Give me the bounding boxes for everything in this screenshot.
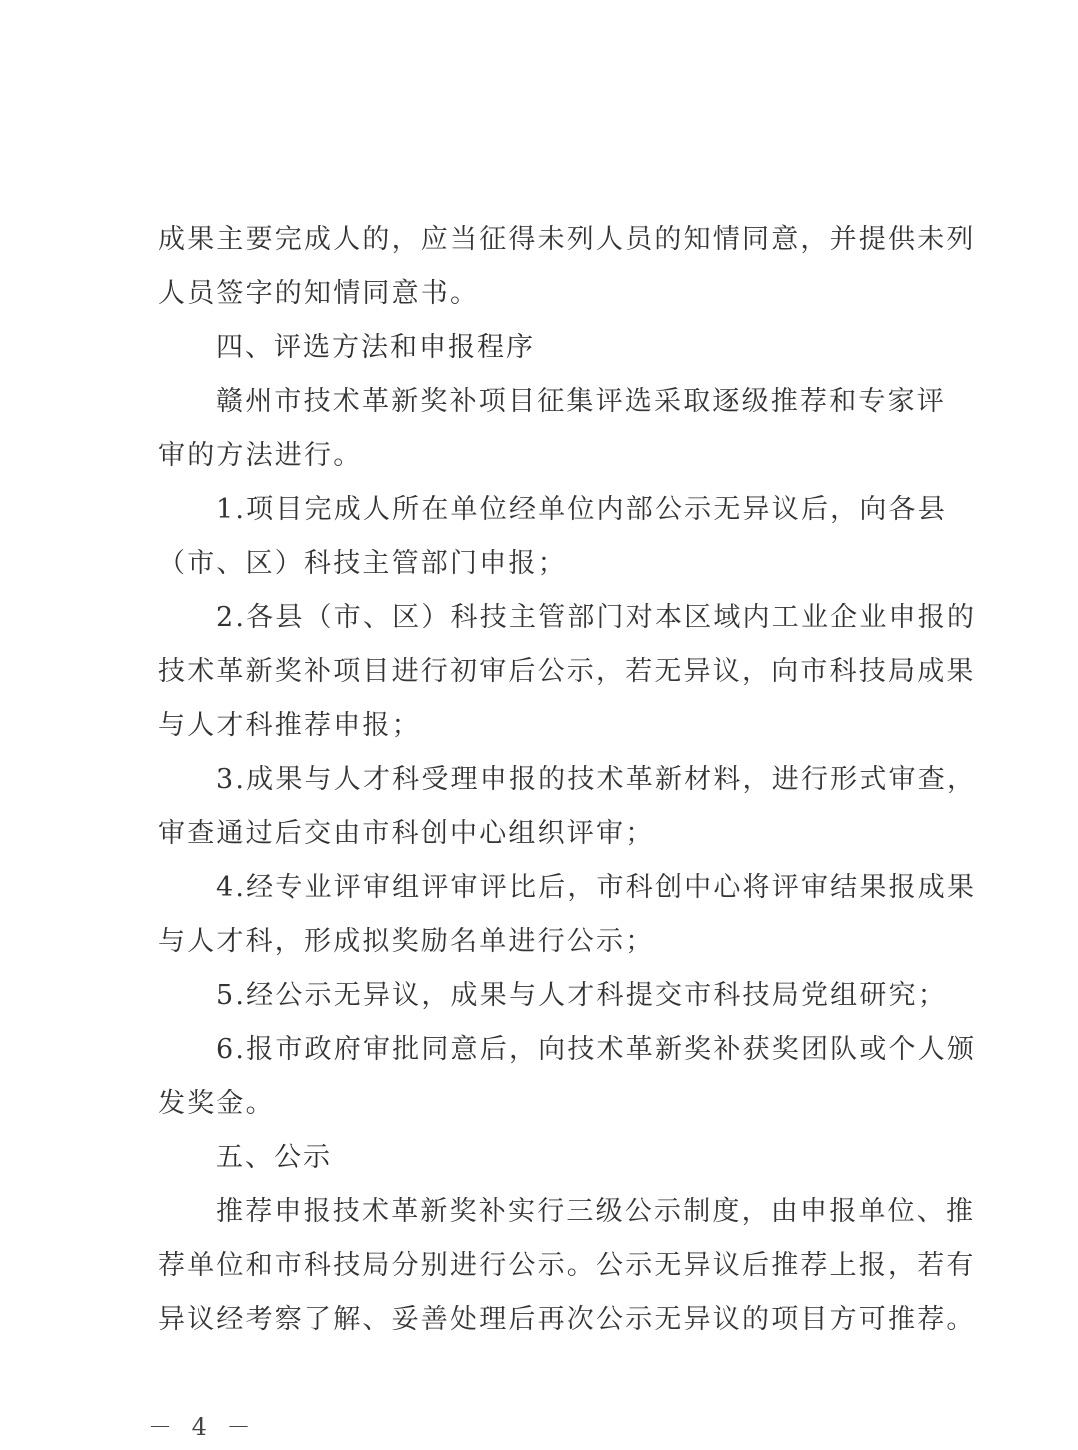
list-item-4-line: 4.经专业评审组评审评比后，市科创中心将评审结果报成果 <box>216 872 977 903</box>
publicity-paragraph-line: 推荐申报技术革新奖补实行三级公示制度，由申报单位、推 <box>216 1196 976 1227</box>
publicity-paragraph-line: 异议经考察了解、妥善处理后再次公示无异议的项目方可推荐。 <box>158 1304 976 1335</box>
list-item-5-line: 5.经公示无异议，成果与人才科提交市科技局党组研究； <box>216 980 947 1011</box>
list-item-3-line: 3.成果与人才科受理申报的技术革新材料，进行形式审查， <box>216 764 977 795</box>
continuation-line: 人员签字的知情同意书。 <box>158 278 480 309</box>
publicity-paragraph-line: 荐单位和市科技局分别进行公示。公示无异议后推荐上报，若有 <box>158 1250 976 1281</box>
continuation-line: 成果主要完成人的，应当征得未列人员的知情同意，并提供未列 <box>158 224 976 255</box>
list-item-4-line: 与人才科，形成拟奖励名单进行公示； <box>158 926 655 957</box>
list-item-3-line: 审查通过后交由市科创中心组织评审； <box>158 818 655 849</box>
document-body <box>158 213 977 1347</box>
paragraph-line: 审的方法进行。 <box>158 440 363 471</box>
list-item-6-line: 6.报市政府审批同意后，向技术革新奖补获奖团队或个人颁 <box>216 1034 977 1065</box>
list-item-1-line: 1.项目完成人所在单位经单位内部公示无异议后，向各县 <box>216 494 947 525</box>
list-item-2-line: 2.各县（市、区）科技主管部门对本区域内工业企业申报的 <box>216 602 977 633</box>
section-heading-publicity: 五、公示 <box>216 1142 332 1173</box>
list-item-1-line: （市、区）科技主管部门申报； <box>158 548 567 579</box>
page-number: － 4 － <box>148 1413 257 1441</box>
section-heading-evaluation: 四、评选方法和申报程序 <box>216 332 535 363</box>
list-item-2-line: 与人才科推荐申报； <box>158 710 421 741</box>
list-item-2-line: 技术革新奖补项目进行初审后公示，若无异议，向市科技局成果 <box>158 656 976 687</box>
paragraph-line: 赣州市技术革新奖补项目征集评选采取逐级推荐和专家评 <box>216 386 946 417</box>
list-item-6-line: 发奖金。 <box>158 1088 275 1119</box>
